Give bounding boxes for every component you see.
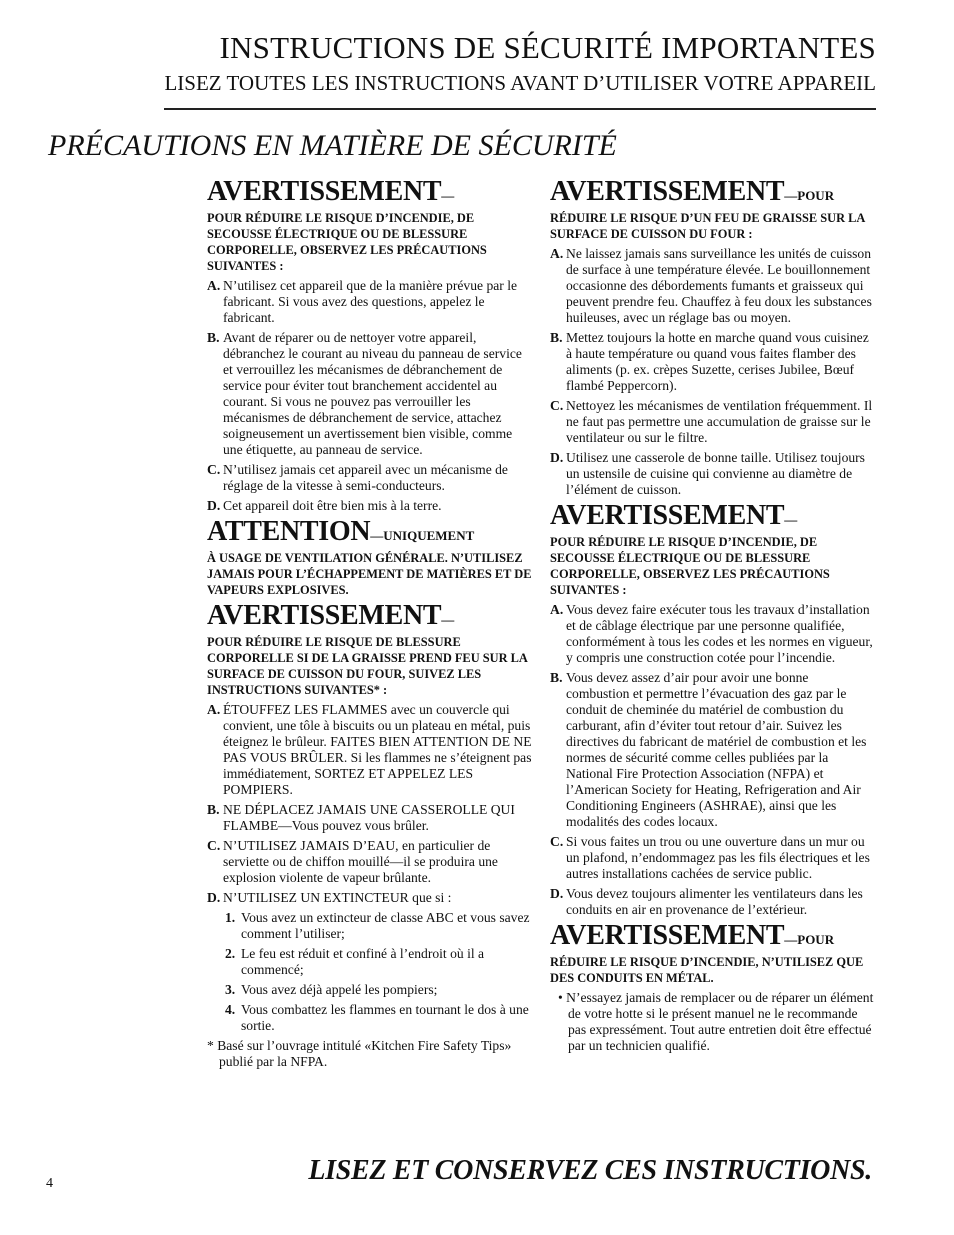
section-title: PRÉCAUTIONS EN MATIÈRE DE SÉCURITÉ xyxy=(48,129,617,162)
right-column xyxy=(550,178,874,1054)
list-item: C. Nettoyez les mécanismes de ventilation fréquemment. Il ne faut pas permettre une accumulation de graisse sur le ventilateur ou sur le filtre. xyxy=(550,398,873,445)
warning-block-grease-fire xyxy=(207,602,532,1070)
attention-block xyxy=(207,518,532,598)
footer-tagline: LISEZ ET CONSERVEZ CES INSTRUCTIONS. xyxy=(308,1155,872,1186)
list-item: D. Cet appareil doit être bien mis à la terre. xyxy=(207,498,442,513)
list-item: D. Utilisez une casserole de bonne taille. Utilisez toujours un ustensile de cuisine qui convienne au diamètre de l’élément de cuisson. xyxy=(550,450,865,497)
list-item: B. Avant de réparer ou de nettoyer votre appareil, débranchez le courant au niveau du panneau de service et verrouillez les mécanismes de débranchement de service pour éviter tout branchement accidentel au courant. Si vous ne pouvez pas verrouiller les mécanismes de débranchement de service, attachez soigneusement un avertissement bien visible, comme une étiquette, au panneau de service. xyxy=(207,330,522,457)
header-divider xyxy=(164,108,876,110)
list-item: C. N’utilisez jamais cet appareil avec un mécanisme de réglage de la vitesse à semi-conducteurs. xyxy=(207,462,508,493)
left-column xyxy=(207,178,532,1070)
warning-heading: AVERTISSEMENT—POUR xyxy=(550,920,835,951)
list-item: A. Ne laissez jamais sans surveillance les unités de cuisson de surface à une température élevée. Le bouillonnement occasionne des débordements fumants et graisseux qui peuvent prendre feu. Chauffez à feu doux les substances huileuses, avec un réglage bas ou moyen. xyxy=(550,246,872,325)
bullet-item: • N’essayez jamais de remplacer ou de réparer un élément de votre hotte si le présent manuel ne le recommande pas expressément. Tout autre entretien doit être effectué par un technicien qualifié. xyxy=(558,990,874,1053)
warning-intro: POUR RÉDUIRE LE RISQUE D’INCENDIE, DE SECOUSSE ÉLECTRIQUE OU DE BLESSURE CORPORELLE, OBSERVEZ LES PRÉCAUTIONS SUIVANTES : xyxy=(550,535,830,597)
list-item: B. Vous devez assez d’air pour avoir une bonne combustion et permettre l’évacuation des gaz par le conduit de cheminée du matériel de combustion du carburant, afin d’éviter tout retour d’air. Suivez les directives du fabricant de matériel de combustion et les normes de sécurité comme celles publiées par la National Fire Protection Association (NFPA) et l’American Society for Heating, Refrigeration and Air Conditioning Engineers (ASHRAE), ainsi que les modalités des codes locaux. xyxy=(550,670,867,829)
warning-block-metal-ducts xyxy=(550,922,874,1054)
list-item: B. Mettez toujours la hotte en marche quand vous cuisinez à haute température ou quand vous faites flamber des aliments (p. ex. crèpes Suzette, cerises Jubilee, Bœuf flambé Peppercorn). xyxy=(550,330,869,393)
warning-intro: RÉDUIRE LE RISQUE D’INCENDIE, N’UTILISEZ QUE DES CONDUITS EN MÉTAL. xyxy=(550,955,864,985)
warning-block-installation xyxy=(550,502,874,918)
list-item: A. ÉTOUFFEZ LES FLAMMES avec un couvercle qui convient, une tôle à biscuits ou un plateau en métal, puis éteignez le brûleur. FAITES BIEN ATTENTION DE NE PAS VOUS BRÛLER. Si les flammes ne s’éteignent pas immédiatement, SORTEZ ET APPELEZ LES POMPIERS. xyxy=(207,702,532,797)
list-item: A. Vous devez faire exécuter tous les travaux d’installation et de câblage électrique par une personne qualifiée, conformément à tous les codes et les normes en vigueur, y compris une construction cotée pour l’incendie. xyxy=(550,602,873,665)
sub-list-item: 2. Le feu est réduit et confiné à l’endroit où il a commencé; xyxy=(225,946,485,977)
page-subtitle: LISEZ TOUTES LES INSTRUCTIONS AVANT D’UTILISER VOTRE APPAREIL xyxy=(164,71,876,95)
warning-heading: AVERTISSEMENT— xyxy=(550,500,798,531)
list-item: D. Vous devez toujours alimenter les ventilateurs dans les conduits en air en provenance de l’extérieur. xyxy=(550,886,863,917)
warning-heading: AVERTISSEMENT—POUR xyxy=(550,176,835,207)
sub-list-item: 3. Vous avez déjà appelé les pompiers; xyxy=(225,982,438,997)
list-item: B. NE DÉPLACEZ JAMAIS UNE CASSEROLLE QUI FLAMBE—Vous pouvez vous brûler. xyxy=(207,802,515,833)
list-item: C. Si vous faites un trou ou une ouverture dans un mur ou un plafond, n’endommagez pas les fils électriques et les autres installations cachées de service public. xyxy=(550,834,870,881)
attention-text: À USAGE DE VENTILATION GÉNÉRALE. N’UTILISEZ JAMAIS POUR L’ÉCHAPPEMENT DE MATIÈRES ET DE VAPEURS EXPLOSIVES. xyxy=(207,551,532,597)
warning-intro: POUR RÉDUIRE LE RISQUE DE BLESSURE CORPORELLE SI DE LA GRAISSE PREND FEU SUR LA SURFACE DE CUISSON DU FOUR, SUIVEZ LES INSTRUCTIONS SUIVANTES* : xyxy=(207,635,528,697)
sub-list-item: 4. Vous combattez les flammes en tournant le dos à une sortie. xyxy=(225,1002,529,1033)
page-number: 4 xyxy=(46,1176,53,1191)
warning-intro: RÉDUIRE LE RISQUE D’UN FEU DE GRAISSE SUR LA SURFACE DE CUISSON DU FOUR : xyxy=(550,211,865,241)
list-item: C. N’UTILISEZ JAMAIS D’EAU, en particulier de serviette ou de chiffon mouillé—il se produira une explosion violente de vapeur brûlante. xyxy=(207,838,498,885)
list-item: D. N’UTILISEZ UN EXTINCTEUR que si : xyxy=(207,890,452,905)
warning-block-surface-grease xyxy=(550,178,874,498)
warning-heading: AVERTISSEMENT— xyxy=(207,600,455,631)
sub-list-item: 1. Vous avez un extincteur de classe ABC et vous savez comment l’utiliser; xyxy=(225,910,530,941)
list-item: A. N’utilisez cet appareil que de la manière prévue par le fabricant. Si vous avez des questions, appelez le fabricant. xyxy=(207,278,518,325)
footnote: * Basé sur l’ouvrage intitulé «Kitchen Fire Safety Tips» publié par la NFPA. xyxy=(207,1038,512,1069)
warning-intro: POUR RÉDUIRE LE RISQUE D’INCENDIE, DE SECOUSSE ÉLECTRIQUE OU DE BLESSURE CORPORELLE, OBSERVEZ LES PRÉCAUTIONS SUIVANTES : xyxy=(207,211,487,273)
page-title: INSTRUCTIONS DE SÉCURITÉ IMPORTANTES xyxy=(219,30,876,65)
warning-block-fire-shock xyxy=(207,178,532,514)
warning-heading: AVERTISSEMENT— xyxy=(207,176,455,207)
attention-heading: ATTENTION—UNIQUEMENT xyxy=(207,516,475,547)
